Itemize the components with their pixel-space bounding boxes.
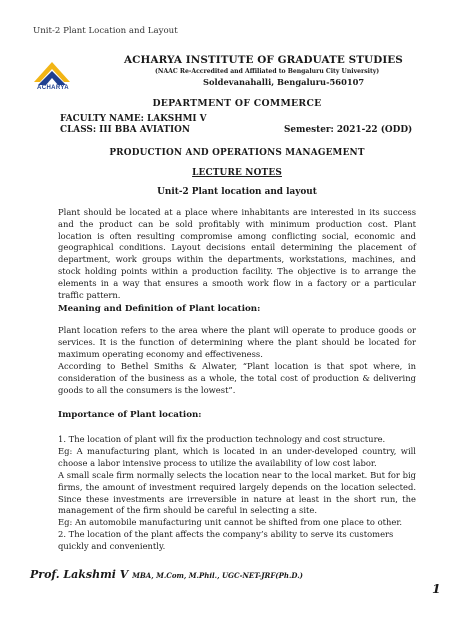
institution-name: ACHARYA INSTITUTE OF GRADUATE STUDIES — [124, 54, 403, 66]
importance-item-1: 1. The location of plant will fix the production technology and cost structure. — [58, 434, 386, 444]
running-header: Unit-2 Plant Location and Layout — [33, 26, 178, 36]
logo-wordmark: ACHARYA — [36, 85, 70, 91]
department-title: DEPARTMENT OF COMMERCE — [152, 98, 322, 109]
importance-heading: Importance of Plant location: — [58, 410, 202, 420]
meaning-heading: Meaning and Definition of Plant location: — [58, 304, 261, 314]
meaning-paragraph-1: Plant location refers to the area where the plant will operate to produce goods or services. It is the function of determining where the plant should be located for maximum operating economy and effectiveness. — [58, 325, 416, 359]
author-name: Prof. Lakshmi V — [30, 568, 129, 581]
author-qualifications: MBA, M.Com, M.Phil., UGC-NET-JRF(Ph.D.) — [132, 571, 303, 580]
importance-example-2: Eg: An automobile manufacturing unit cannot be shifted from one place to other. — [58, 517, 403, 527]
subject-title: PRODUCTION AND OPERATIONS MANAGEMENT — [109, 148, 365, 158]
unit-title: Unit-2 Plant location and layout — [157, 187, 317, 197]
semester: Semester: 2021-22 (ODD) — [284, 125, 413, 135]
faculty-name: FACULTY NAME: LAKSHMI V — [60, 114, 207, 124]
intro-paragraph: Plant should be located at a place where inhabitants are interested in its success and the product can be sold profitably with minimum production cost. Plant location is often resulting compromise among conflicting social, economic and geographical conditions. Layout decisions entail determining the placement of department, work groups within the departments, workstations, machines, and stock holding points within a production facility. The objective is to arrange the elements in a way that ensures a smooth work flow in a factory or a particular traffic pattern. — [58, 207, 416, 300]
footer-author — [30, 568, 303, 581]
page-number: 1 — [432, 581, 441, 596]
institution-address: Soldevanahalli, Bengaluru-560107 — [203, 77, 365, 87]
lecture-notes-heading: LECTURE NOTES — [192, 168, 282, 178]
importance-example-1: Eg: A manufacturing plant, which is located in an under-developed country, will choose a labor intensive process to utilize the availability of low cost labor. — [58, 446, 416, 468]
importance-item-2: 2. The location of the plant affects the company’s ability to serve its customers quickly and conveniently. — [58, 529, 394, 551]
meaning-paragraph-2: According to Bethel Smiths & Alwater, “Plant location is that spot where, in consideration of the business as a whole, the total cost of production & delivering goods to all the consumers is the lowest”. — [58, 361, 416, 395]
acharya-logo — [30, 58, 74, 96]
institution-subtitle: (NAAC Re-Accredited and Affiliated to Bengaluru City University) — [155, 68, 380, 75]
importance-paragraph: A small scale firm normally selects the location near to the local market. But for big firms, the amount of investment required largely depends on the location selected. Since these investments are irreversible in nature at least in the short run, the management of the firm should be careful in selecting a site. — [58, 470, 416, 516]
class-name: CLASS: III BBA AVIATION — [60, 125, 190, 135]
